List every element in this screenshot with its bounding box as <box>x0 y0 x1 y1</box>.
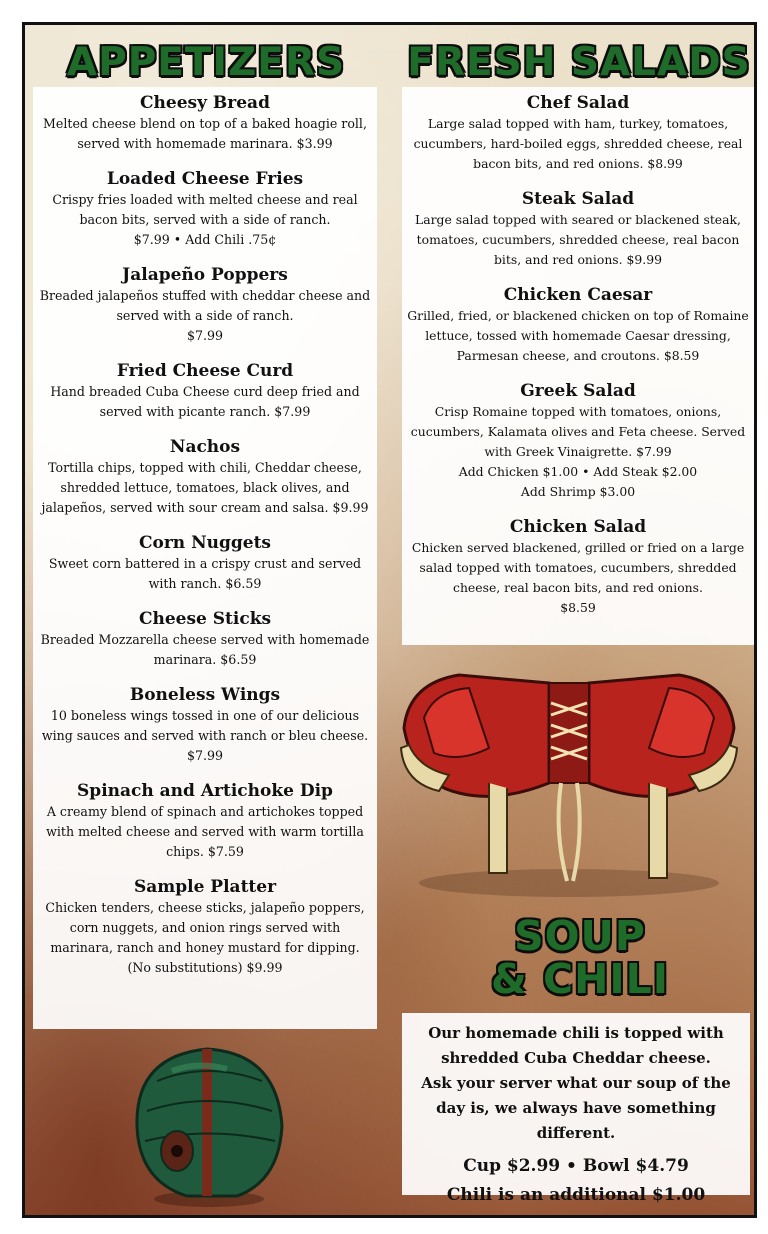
menu-item-chicken-salad <box>406 517 750 618</box>
item-description: Chicken tenders, cheese sticks, jalapeño poppers, corn nuggets, and onion rings served with marinara, ranch and honey mustard for dipping. <box>45 900 365 955</box>
appetizers-heading: APPETIZERS <box>66 40 346 85</box>
item-description: Tortilla chips, topped with chili, Cheddar cheese, shredded lettuce, tomatoes, black olives, and jalapeños, served with sour cream and salsa. $9.99 <box>41 460 369 515</box>
menu-item-chef-salad <box>406 93 750 174</box>
item-description: Large salad topped with seared or blackened steak, tomatoes, cucumbers, shredded cheese, real bacon bits, and red onions. $9.99 <box>415 212 741 267</box>
menu-item-corn-nuggets <box>37 533 373 594</box>
shoulder-pads-image <box>389 653 749 903</box>
item-price: $7.99 • Add Chili .75¢ <box>133 232 277 247</box>
item-description: Large salad topped with ham, turkey, tomatoes, cucumbers, hard-boiled eggs, shredded cheese, real bacon bits, and red onions. $8.99 <box>413 116 743 171</box>
item-price: $8.59 <box>560 600 596 615</box>
item-description: Melted cheese blend on top of a baked hoagie roll, served with homemade marinara. $3.99 <box>43 116 367 151</box>
item-description: 10 boneless wings tossed in one of our delicious wing sauces and served with ranch or bleu cheese. $7.99 <box>41 708 369 763</box>
item-price: (No substitutions) $9.99 <box>127 960 283 975</box>
soup-heading-line1: SOUP <box>514 912 646 960</box>
menu-page <box>22 22 757 1218</box>
item-name: Loaded Cheese Fries <box>106 169 304 189</box>
item-name: Greek Salad <box>520 381 636 401</box>
soup-heading-line2: & CHILI <box>490 955 670 1004</box>
soup-prices: Cup $2.99 • Bowl $4.79 <box>463 1156 689 1176</box>
item-description: Crispy fries loaded with melted cheese and real bacon bits, served with a side of ranch. <box>52 192 358 227</box>
item-name: Fried Cheese Curd <box>116 361 294 381</box>
item-name: Sample Platter <box>133 877 277 897</box>
item-name: Spinach and Artichoke Dip <box>77 781 333 801</box>
item-description: Breaded jalapeños stuffed with cheddar cheese and served with a side of ranch. <box>39 288 371 323</box>
appetizers-panel <box>33 87 377 1029</box>
football-helmet-image <box>117 1031 297 1211</box>
menu-item-boneless-wings <box>37 685 373 766</box>
soup-chili-heading <box>470 912 690 1004</box>
item-name: Nachos <box>169 437 241 457</box>
item-addons-shrimp: Add Shrimp $3.00 <box>520 484 636 499</box>
menu-item-cheesy-bread <box>37 93 373 154</box>
menu-item-greek-salad <box>406 381 750 502</box>
item-name: Corn Nuggets <box>138 533 271 553</box>
item-description: Sweet corn battered in a crispy crust and served with ranch. $6.59 <box>48 556 362 591</box>
item-name: Boneless Wings <box>129 685 281 705</box>
chili-description: Our homemade chili is topped with shredded Cuba Cheddar cheese. <box>428 1024 724 1067</box>
item-name: Steak Salad <box>521 189 635 209</box>
item-name: Chicken Caesar <box>503 285 653 305</box>
item-description: Crisp Romaine topped with tomatoes, onions, cucumbers, Kalamata olives and Feta cheese. Served with Greek Vinaigrette. $7.99 <box>410 404 746 459</box>
menu-item-sample-platter <box>37 877 373 978</box>
item-price: $7.99 <box>186 328 224 343</box>
salads-heading: FRESH SALADS <box>407 40 751 85</box>
menu-item-nachos <box>37 437 373 518</box>
menu-item-fried-cheese-curd <box>37 361 373 422</box>
menu-item-jalapeno-poppers <box>37 265 373 346</box>
salads-panel <box>402 87 754 645</box>
item-description: Grilled, fried, or blackened chicken on top of Romaine lettuce, tossed with homemade Caesar dressing, Parmesan cheese, and croutons. $8.59 <box>407 308 749 363</box>
item-name: Cheesy Bread <box>140 93 270 113</box>
menu-item-loaded-cheese-fries <box>37 169 373 250</box>
menu-item-spinach-artichoke-dip <box>37 781 373 862</box>
item-description: Breaded Mozzarella cheese served with homemade marinara. $6.59 <box>40 632 370 667</box>
item-name: Chef Salad <box>526 93 630 113</box>
item-name: Chicken Salad <box>509 517 647 537</box>
menu-item-chicken-caesar <box>406 285 750 366</box>
item-description: A creamy blend of spinach and artichokes topped with melted cheese and served with warm tortilla chips. $7.59 <box>46 804 364 859</box>
soup-of-the-day-note: Ask your server what our soup of the day is, we always have something different. <box>421 1074 731 1142</box>
item-description: Chicken served blackened, grilled or fried on a large salad topped with tomatoes, cucumbers, shredded cheese, real bacon bits, and red onions. <box>411 540 745 595</box>
chili-addon-price: Chili is an additional $1.00 <box>446 1185 706 1205</box>
item-addons: Add Chicken $1.00 • Add Steak $2.00 <box>458 464 698 479</box>
menu-item-cheese-sticks <box>37 609 373 670</box>
item-description: Hand breaded Cuba Cheese curd deep fried and served with picante ranch. $7.99 <box>50 384 360 419</box>
soup-chili-panel <box>402 1013 750 1205</box>
menu-item-steak-salad <box>406 189 750 270</box>
item-name: Cheese Sticks <box>138 609 272 629</box>
item-name: Jalapeño Poppers <box>122 265 288 285</box>
